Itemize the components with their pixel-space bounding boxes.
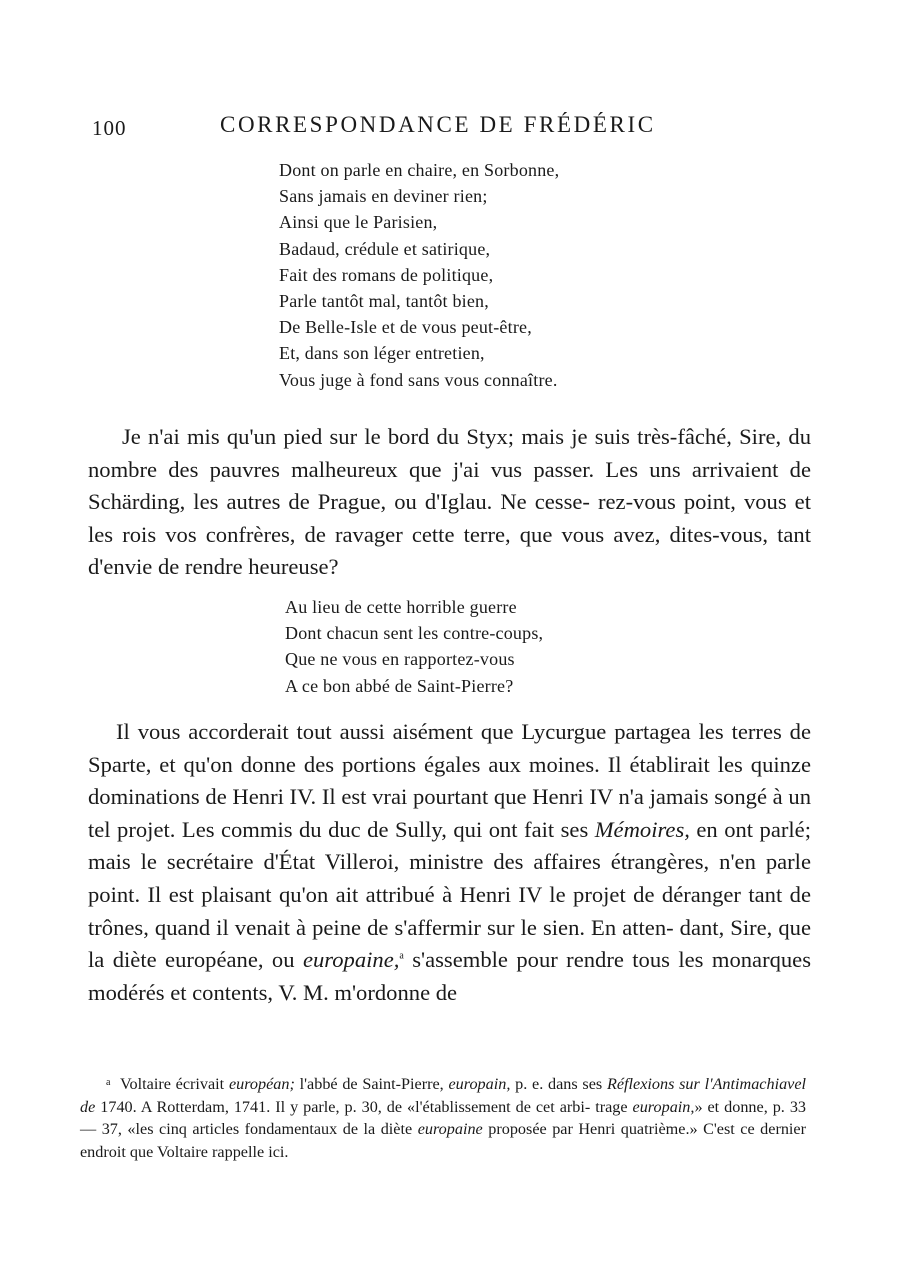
- verse-stanza-2: [285, 594, 543, 699]
- footnote-text: » et donne, p. 33 — 37, «les cinq articles fondamentaux de la diète: [80, 1097, 807, 1139]
- italic-term-europaine: europaine,: [302, 947, 400, 973]
- verse-stanza-1: [279, 157, 559, 393]
- verse-line: Vous juge à fond sans vous connaître.: [279, 369, 558, 390]
- verse-line: Que ne vous en rapportez-vous: [285, 649, 515, 670]
- footnote-italic: Réflexions sur l'Antimachiavel de: [80, 1075, 807, 1116]
- verse-line: Ainsi que le Parisien,: [279, 212, 438, 233]
- paragraph-text: Il vous accorderait tout aussi aisément que Lycurgue partagea les terres de Sparte, et qu'on donne des portions égales aux moines. Il établirait les quinze dominations de Henri IV. Il est vrai pourtant que Henri IV n'a jamais songé à un tel projet. Les commis du duc de Sully, qui ont fait ses: [88, 719, 811, 842]
- verse-line: A ce bon abbé de Saint-Pierre?: [285, 675, 514, 696]
- paragraph-saint-pierre: [88, 716, 811, 1009]
- verse-line: Et, dans son léger entretien,: [279, 343, 485, 364]
- footnote-italic: européan;: [228, 1075, 295, 1093]
- verse-line: Au lieu de cette horrible guerre: [285, 597, 517, 617]
- paragraph-text: en ont parlé; mais le secrétaire d'État Villeroi, ministre des affaires étrangères, n'en parle point. Il est plaisant qu'on ait attribué à Henri IV le projet de déranger tant de trônes, quand il venait à peine de s'affermir sur le sien. En atten- dant, Sire, que la diète européane, ou: [88, 816, 811, 973]
- verse-line: Dont on parle en chaire, en Sorbonne,: [279, 160, 560, 180]
- verse-line: Sans jamais en deviner rien;: [279, 186, 488, 207]
- footnote-marker: a: [106, 1077, 111, 1088]
- page-number: 100: [92, 116, 127, 140]
- footnote: [80, 1073, 806, 1163]
- footnote-text: l'abbé de Saint-Pierre,: [299, 1075, 444, 1093]
- verse-line: De Belle-Isle et de vous peut-être,: [279, 317, 532, 338]
- footnote-reference-marker: a: [399, 950, 404, 962]
- running-title: CORRESPONDANCE DE FRÉDÉRIC: [220, 112, 656, 137]
- footnote-text: Voltaire écrivait: [119, 1075, 225, 1093]
- running-head: [92, 112, 692, 142]
- footnote-italic: europain,: [448, 1075, 511, 1093]
- footnote-italic: europaine: [417, 1120, 483, 1139]
- footnote-text: proposée par Henri quatrième.» C'est ce dernier endroit que Voltaire rappelle ici.: [80, 1120, 807, 1161]
- italic-title-memoires: Mémoires,: [594, 816, 690, 842]
- verse-line: Fait des romans de politique,: [279, 264, 494, 285]
- verse-line: Badaud, crédule et satirique,: [279, 238, 491, 259]
- verse-line: Parle tantôt mal, tantôt bien,: [279, 291, 489, 312]
- paragraph-styx: Je n'ai mis qu'un pied sur le bord du Styx; mais je suis très-fâché, Sire, du nombre des pauvres malheureux que j'ai vus passer. Les uns arrivaient de Schärding, les autres de Prague, ou d'Iglau. Ne cesse- rez-vous point, vous et les rois vos confrères, de ravager cette terre, que vous avez, dites-vous, tant d'envie de rendre heureuse?: [88, 424, 811, 580]
- footnote-italic: europain,: [632, 1097, 695, 1116]
- paragraph-text: s'assemble pour rendre tous les monarques modérés et contents, V. M. m'ordonne de: [88, 947, 812, 1005]
- footnote-text: 1740. A Rotterdam, 1741. Il y parle, p. 30, de «l'établissement de cet arbi- trage: [100, 1097, 628, 1116]
- verse-line: Dont chacun sent les contre-coups,: [285, 623, 544, 644]
- footnote-text: p. e. dans ses: [515, 1075, 603, 1093]
